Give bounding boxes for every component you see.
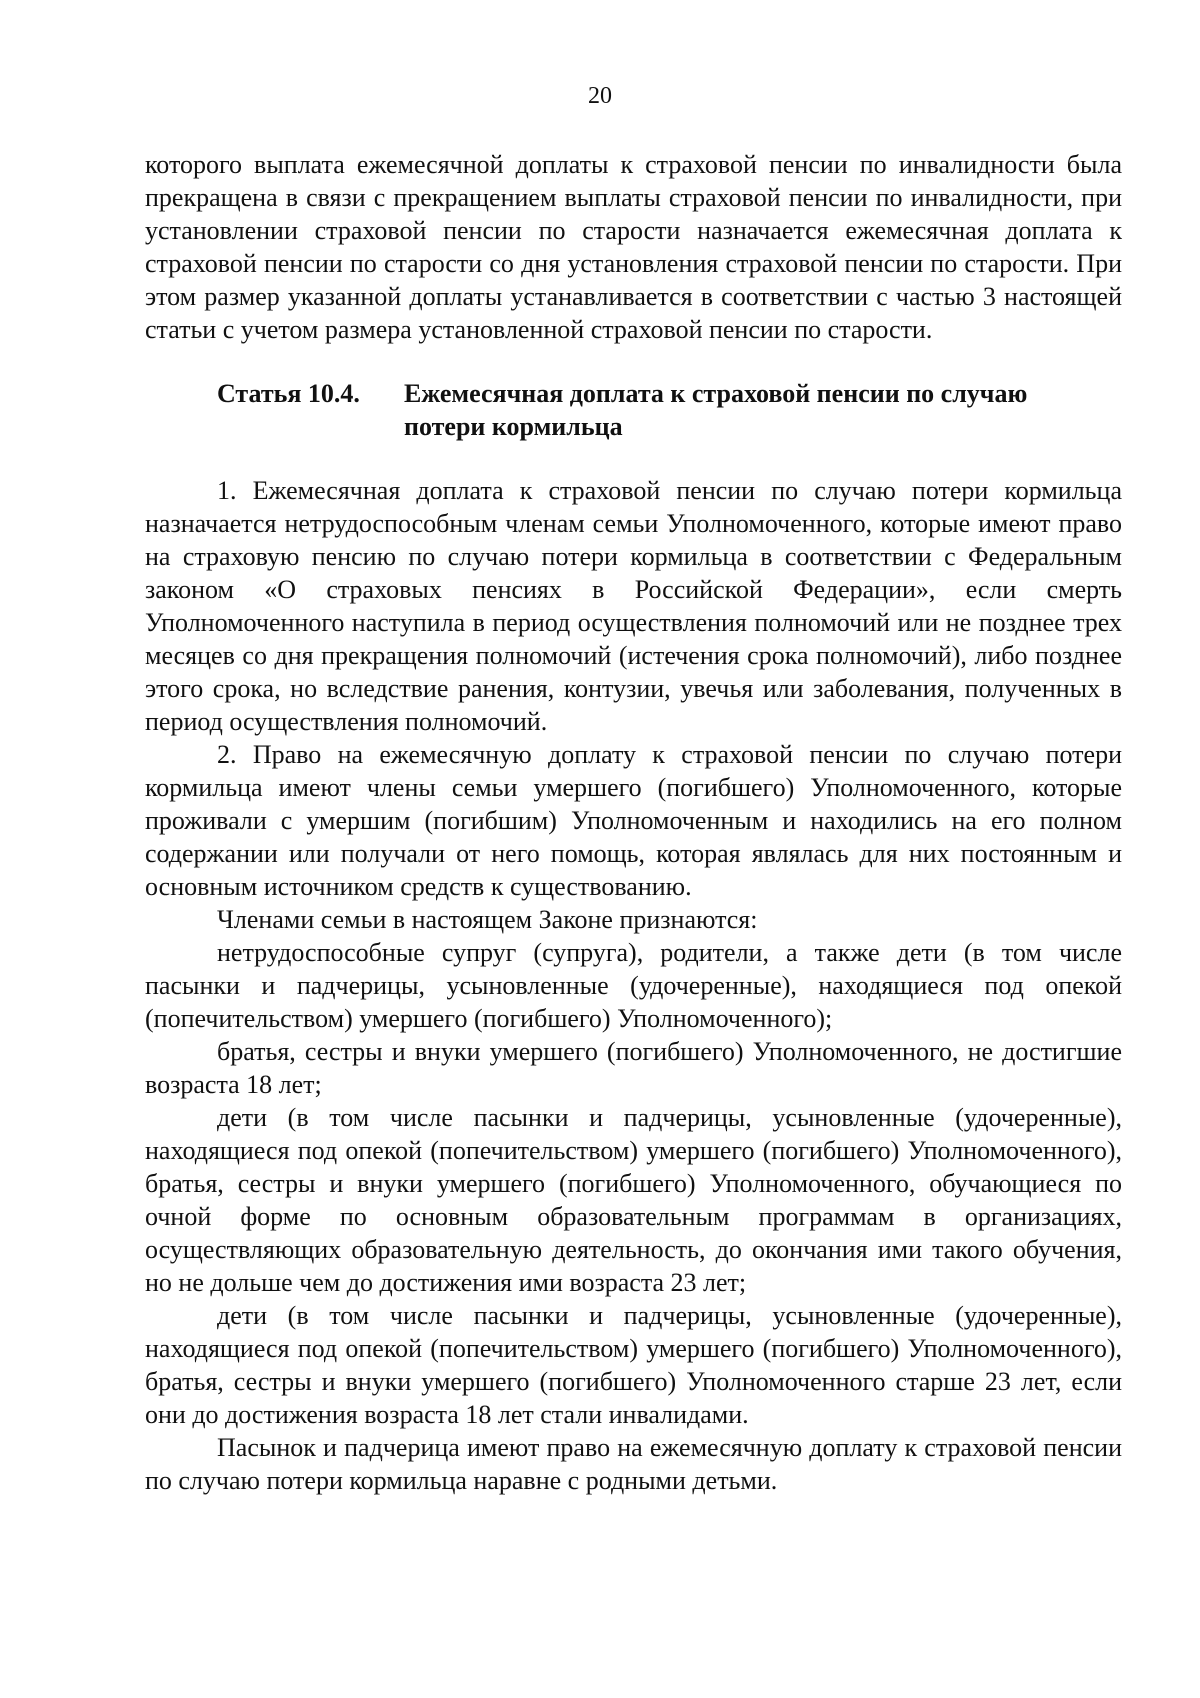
paragraph-1: 1. Ежемесячная доплата к страховой пенсии по случаю потери кормильца назначается нетрудоспособным членам семьи Уполномоченного, которые имеют право на страховую пенсию по случаю потери кормильца в соответствии с Федеральным законом «О страховых пенсиях в Российской Федерации», если смерть Уполномоченного наступила в период осуществления полномочий или не позднее трех месяцев со дня прекращения полномочий (истечения срока полномочий), либо позднее этого срока, но вследствие ранения, контузии, увечья или заболевания, полученных в период осуществления полномочий. xyxy=(145,476,1122,736)
family-members-item: братья, сестры и внуки умершего (погибшего) Уполномоченного, не достигшие возраста 18 лет; xyxy=(145,1037,1122,1099)
family-members-item: дети (в том числе пасынки и падчерицы, усыновленные (удочеренные), находящиеся под опекой (попечительством) умершего (погибшего) Уполномоченного), братья, сестры и внуки умершего (погибшего) Уполномоченного, обучающиеся по очной форме по основным образовательным программам в организациях, осуществляющих образовательную деятельность, до окончания ими такого обучения, но не дольше чем до достижения ими возраста 23 лет; xyxy=(145,1103,1122,1297)
paragraph-2: 2. Право на ежемесячную доплату к страховой пенсии по случаю потери кормильца имеют члены семьи умершего (погибшего) Уполномоченного, которые проживали с умершим (погибшим) Уполномоченным и находились на его полном содержании или получали от него помощь, которая являлась для них постоянным и основным источником средств к существованию. xyxy=(145,740,1122,901)
document-body xyxy=(145,148,1122,1497)
family-members-intro: Членами семьи в настоящем Законе признаются: xyxy=(217,905,758,934)
article-heading xyxy=(217,377,1122,443)
family-members-item: нетрудоспособные супруг (супруга), родители, а также дети (в том числе пасынки и падчерицы, усыновленные (удочеренные), находящиеся под опекой (попечительством) умершего (погибшего) Уполномоченного); xyxy=(145,938,1122,1033)
stepchildren-paragraph: Пасынок и падчерица имеют право на ежемесячную доплату к страховой пенсии по случаю потери кормильца наравне с родными детьми. xyxy=(145,1433,1122,1495)
article-title: Ежемесячная доплата к страховой пенсии по случаю потери кормильца xyxy=(404,379,1028,441)
article-number: Статья 10.4. xyxy=(217,379,360,408)
intro-paragraph: которого выплата ежемесячной доплаты к страховой пенсии по инвалидности была прекращена в связи с прекращением выплаты страховой пенсии по инвалидности, при установлении страховой пенсии по старости назначается ежемесячная доплата к страховой пенсии по старости со дня установления страховой пенсии по старости. При этом размер указанной доплаты устанавливается в соответствии с частью 3 настоящей статьи с учетом размера установленной страховой пенсии по старости. xyxy=(145,150,1122,344)
family-members-item: дети (в том числе пасынки и падчерицы, усыновленные (удочеренные), находящиеся под опекой (попечительством) умершего (погибшего) Уполномоченного), братья, сестры и внуки умершего (погибшего) Уполномоченного старше 23 лет, если они до достижения возраста 18 лет стали инвалидами. xyxy=(145,1301,1122,1429)
page-number: 20 xyxy=(588,83,612,109)
